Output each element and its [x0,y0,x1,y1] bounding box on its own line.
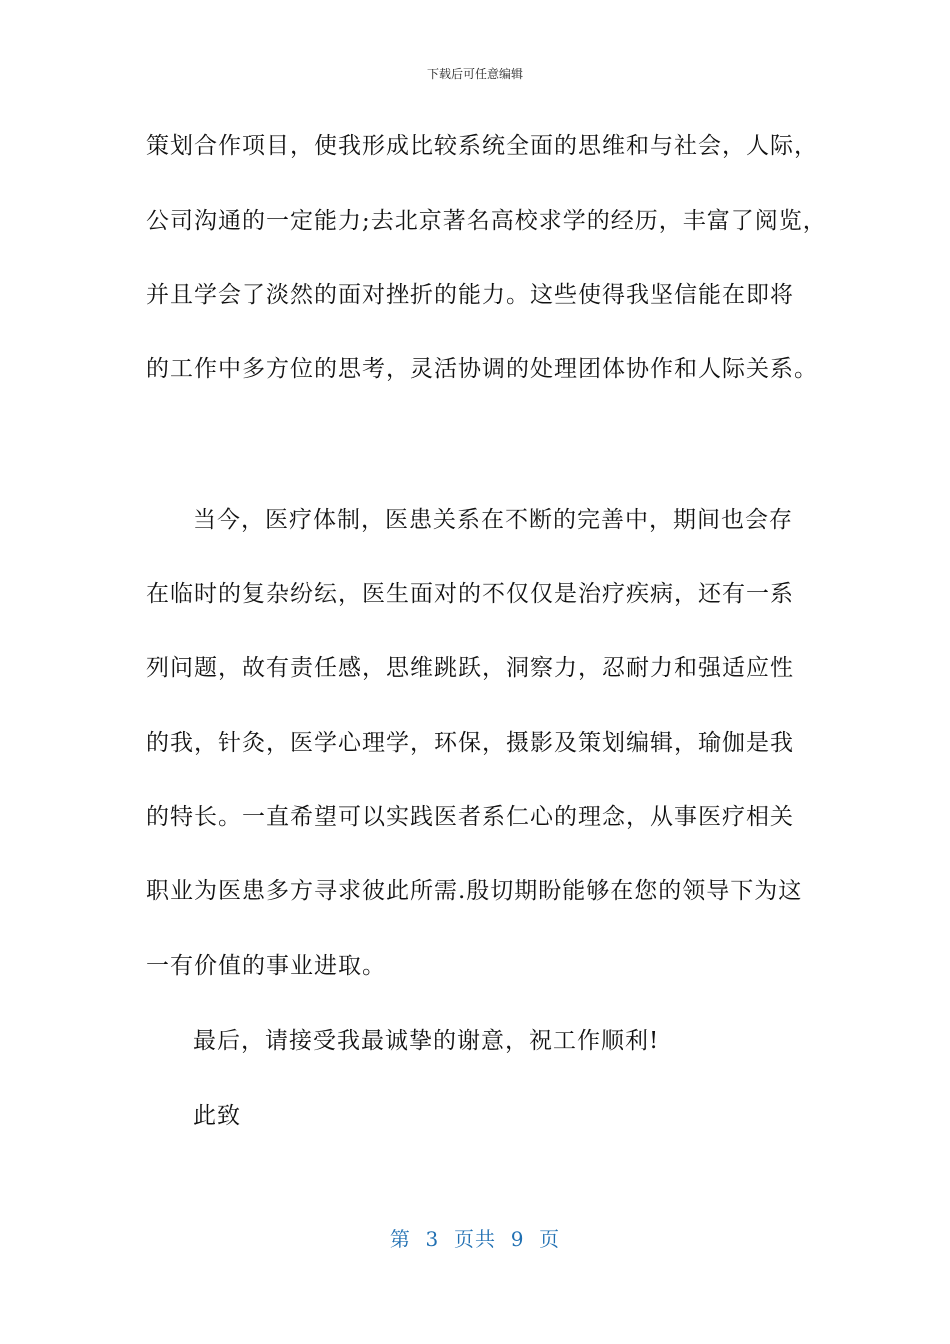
paragraph-line: 在临时的复杂纷纭，医生面对的不仅仅是治疗疾病，还有一系 [146,581,794,607]
paragraph-line: 策划合作项目，使我形成比较系统全面的思维和与社会，人际， [146,133,818,159]
page-header-note: 下载后可任意编辑 [426,67,523,81]
closing-thanks: 最后，请接受我最诚挚的谢意，祝工作顺利! [193,1028,660,1054]
paragraph-line: 的工作中多方位的思考，灵活协调的处理团体协作和人际关系。 [146,356,818,382]
paragraph-line: 列问题，故有责任感，思维跳跃，洞察力，忍耐力和强适应性 [146,655,794,681]
paragraph-line: 的特长。一直希望可以实践医者系仁心的理念，从事医疗相关 [146,804,794,830]
paragraph-line: 的我，针灸，医学心理学，环保，摄影及策划编辑，瑜伽是我 [146,730,794,756]
paragraph-line: 职业为医患多方寻求彼此所需.殷切期盼能够在您的领导下为这 [146,878,803,904]
page-number-footer: 第 3 页共 9 页 [389,1227,561,1251]
paragraph-line: 一有价值的事业进取。 [146,953,386,979]
closing-salutation: 此致 [193,1103,241,1129]
paragraph-line: 公司沟通的一定能力;去北京著名高校求学的经历，丰富了阅览， [146,208,827,234]
paragraph-line: 并且学会了淡然的面对挫折的能力。这些使得我坚信能在即将 [146,282,794,308]
paragraph-line: 当今，医疗体制，医患关系在不断的完善中，期间也会存 [193,507,793,533]
